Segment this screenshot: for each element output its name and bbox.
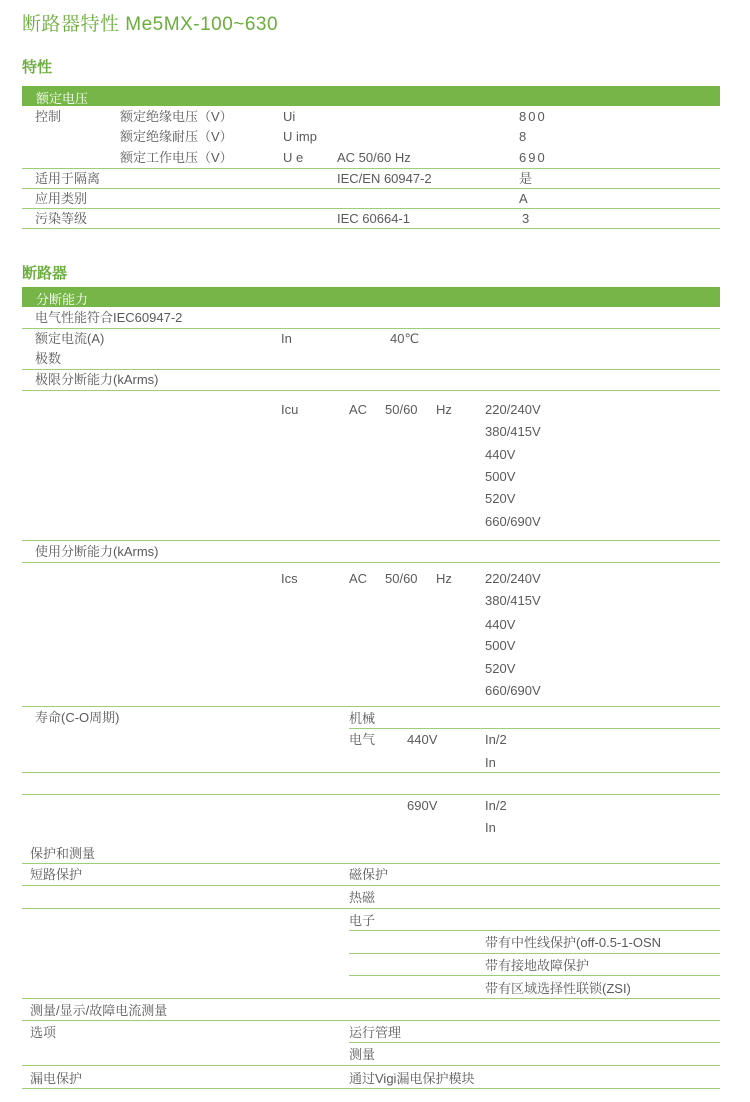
icu-voltage: 440V [485,447,516,462]
ics-label: 使用分断能力(kArms) [35,544,159,559]
thermal-magnetic: 热磁 [349,890,376,905]
section-heading-characteristics: 特性 [22,59,53,76]
operating-voltage-value: 690 [519,150,547,165]
options-label: 选项 [30,1025,57,1040]
rated-current-label: 额定电流(A) [35,331,105,346]
ics-symbol: Ics [281,571,298,586]
icu-hz: Hz [436,402,452,417]
life-in-half: In/2 [485,732,507,747]
rated-current-temp: 40℃ [390,331,420,346]
breaking-capacity-bar [22,287,720,307]
isolation-value: 是 [519,171,533,186]
section-heading-breaker: 断路器 [22,265,68,282]
row-divider [22,390,720,391]
row-divider [22,540,720,541]
row-divider [22,706,720,707]
row-divider [349,728,720,729]
life-electrical-label: 电气 [349,732,376,747]
icu-voltage: 500V [485,469,516,484]
life-in: In [485,820,496,835]
row-divider [22,885,720,886]
zsi-protection: 带有区域选择性联锁(ZSI) [485,981,631,996]
impulse-withstand-symbol: U imp [283,129,317,144]
life-in: In [485,755,496,770]
category-label: 应用类别 [35,191,88,206]
row-divider [349,975,720,976]
icu-voltage: 380/415V [485,424,541,439]
operating-voltage-symbol: U e [283,150,304,165]
row-divider [22,168,720,169]
neutral-protection: 带有中性线保护(off-0.5-1-OSN [485,935,662,950]
row-divider [349,953,720,954]
icu-frequency: 50/60 [385,402,418,417]
ics-frequency: 50/60 [385,571,418,586]
icu-voltage: 520V [485,491,516,506]
row-divider [22,208,720,209]
earth-leakage-value: 通过Vigi漏电保护模块 [349,1071,475,1086]
insulation-voltage-label: 额定绝缘电压（V） [120,109,233,124]
pollution-label: 污染等级 [35,211,88,226]
category-value: A [519,191,528,206]
ics-hz: Hz [436,571,452,586]
pollution-value: 3 [522,211,530,226]
row-divider [22,328,720,329]
poles-label: 极数 [35,351,62,366]
impulse-withstand-label: 额定绝缘耐压（V） [120,129,233,144]
row-divider [22,863,720,864]
row-divider [22,772,720,773]
icu-label: 极限分断能力(kArms) [35,372,159,387]
impulse-withstand-value: 8 [519,129,527,144]
insulation-voltage-symbol: Ui [283,109,296,124]
row-divider [349,930,720,931]
life-label: 寿命(C-O周期) [35,710,120,725]
pollution-standard: IEC 60664-1 [337,211,410,226]
operating-voltage-condition: AC 50/60 Hz [337,150,411,165]
ics-voltage: 220/240V [485,571,541,586]
protection-label: 保护和测量 [30,846,96,861]
row-divider [22,908,720,909]
row-divider [22,998,720,999]
ics-voltage: 520V [485,661,516,676]
ics-voltage: 380/415V [485,593,541,608]
life-in-half: In/2 [485,798,507,813]
row-divider [22,369,720,370]
row-divider [22,188,720,189]
electronic: 电子 [349,913,376,928]
breaking-capacity-bar-label: 分断能力 [36,292,89,307]
isolation-label: 适用于隔离 [35,171,101,186]
short-circuit-label: 短路保护 [30,867,83,882]
rated-voltage-bar-label: 额定电压 [36,91,89,106]
ground-fault-protection: 带有接地故障保护 [485,958,590,973]
row-divider [22,1088,720,1089]
life-voltage-690: 690V [407,798,438,813]
operation-management: 运行管理 [349,1025,402,1040]
magnetic-protection: 磁保护 [349,867,389,882]
ics-voltage: 660/690V [485,683,541,698]
control-label: 控制 [35,109,62,124]
page-title: 断路器特性 Me5MX-100~630 [22,14,279,35]
row-divider [22,1065,720,1066]
row-divider [22,794,720,795]
life-voltage-440: 440V [407,732,438,747]
icu-voltage: 660/690V [485,514,541,529]
measurement-label: 测量/显示/故障电流测量 [30,1003,168,1018]
icu-voltage: 220/240V [485,402,541,417]
life-mechanical-label: 机械 [349,711,376,726]
earth-leakage-label: 漏电保护 [30,1071,83,1086]
rated-current-symbol: In [281,331,292,346]
row-divider [22,562,720,563]
insulation-voltage-value: 800 [519,109,547,124]
operating-voltage-label: 额定工作电压（V） [120,150,233,165]
isolation-standard: IEC/EN 60947-2 [337,171,432,186]
ics-voltage: 440V [485,617,516,632]
icu-ac: AC [349,402,368,417]
option-measurement: 测量 [349,1047,376,1062]
row-divider [349,1042,720,1043]
row-divider [22,228,720,229]
ics-ac: AC [349,571,368,586]
ics-voltage: 500V [485,638,516,653]
compliance-text: 电气性能符合IEC60947-2 [35,310,183,325]
icu-symbol: Icu [281,402,299,417]
row-divider [22,1020,720,1021]
rated-voltage-bar [22,86,720,106]
